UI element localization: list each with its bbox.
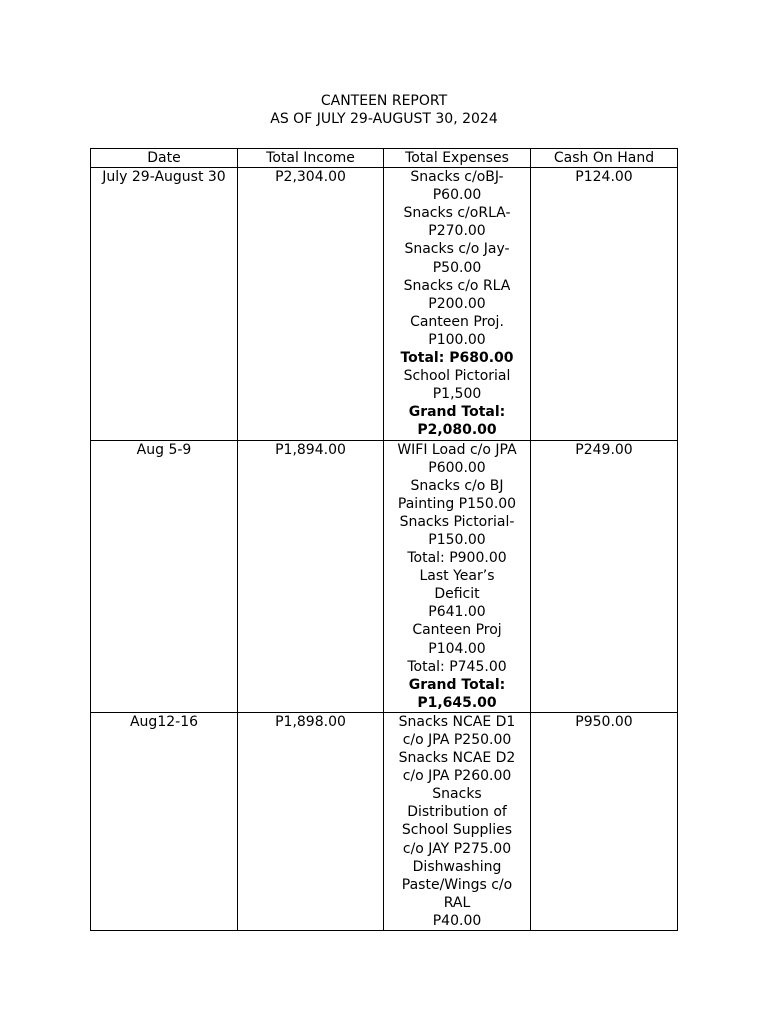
expense-line: Distribution of bbox=[407, 804, 507, 821]
expense-line: Last Year’s bbox=[419, 568, 495, 585]
table-row bbox=[91, 712, 678, 930]
expense-line: P60.00 bbox=[432, 187, 482, 204]
total-income-cell: P2,304.00 bbox=[238, 168, 384, 440]
expense-line: Canteen Proj bbox=[412, 622, 502, 639]
table-row bbox=[91, 168, 678, 440]
expense-line: P200.00 bbox=[428, 295, 486, 312]
expense-line: P40.00 bbox=[432, 912, 482, 929]
expense-subtotal: Total: P900.00 bbox=[407, 550, 507, 567]
total-income-cell: P1,894.00 bbox=[238, 440, 384, 712]
date-cell: Aug 5-9 bbox=[91, 440, 238, 712]
expense-line: Dishwashing bbox=[412, 858, 502, 875]
expense-line: c/o JPA P250.00 bbox=[402, 732, 512, 748]
grand-total-value: P1,645.00 bbox=[417, 694, 497, 711]
canteen-report-table bbox=[90, 148, 678, 931]
cash-on-hand-cell: P249.00 bbox=[531, 440, 678, 712]
report-title: CANTEEN REPORT bbox=[320, 93, 448, 109]
report-heading bbox=[0, 92, 768, 128]
expense-line: P150.00 bbox=[428, 531, 486, 548]
expense-line: P100.00 bbox=[428, 331, 486, 348]
expense-line: Deficit bbox=[434, 586, 480, 603]
expense-subtotal: Total: P745.00 bbox=[407, 658, 507, 675]
expense-line: c/o JAY P275.00 bbox=[402, 840, 512, 857]
expense-line: Snacks c/oBJ- bbox=[410, 169, 504, 186]
expense-line: RAL bbox=[443, 894, 471, 911]
cash-on-hand-cell: P124.00 bbox=[531, 168, 678, 440]
cash-on-hand-cell: P950.00 bbox=[531, 712, 678, 930]
expense-line: Snacks c/o Jay- bbox=[404, 241, 510, 258]
expense-line: Snacks c/o BJ bbox=[410, 477, 504, 494]
expense-line: WIFI Load c/o JPA bbox=[397, 441, 517, 458]
grand-total-label: Grand Total: bbox=[408, 676, 506, 693]
expense-line: Snacks c/oRLA- bbox=[403, 205, 511, 222]
expense-line: c/o JPA P260.00 bbox=[402, 768, 512, 785]
expense-line: Snacks bbox=[432, 786, 482, 803]
expense-subtotal: Total: P680.00 bbox=[400, 350, 514, 367]
table-row bbox=[91, 440, 678, 712]
expense-line: Painting P150.00 bbox=[397, 495, 517, 512]
date-cell: Aug12-16 bbox=[91, 712, 238, 930]
expense-line: P104.00 bbox=[428, 640, 486, 657]
report-subtitle: AS OF JULY 29-AUGUST 30, 2024 bbox=[270, 111, 498, 127]
table-header-row bbox=[91, 149, 678, 168]
expense-line: School Supplies bbox=[401, 822, 513, 839]
expense-line: Canteen Proj. bbox=[410, 313, 504, 330]
expense-line: Snacks NCAE D1 bbox=[398, 713, 516, 730]
expense-line: Snacks c/o RLA bbox=[403, 277, 511, 294]
expense-line: Snacks Pictorial- bbox=[399, 513, 515, 530]
expense-line: P600.00 bbox=[428, 459, 486, 476]
total-expenses-cell bbox=[384, 168, 531, 440]
date-cell: July 29-August 30 bbox=[91, 168, 238, 440]
total-expenses-cell bbox=[384, 712, 531, 930]
column-header-total-income: Total Income bbox=[238, 149, 384, 168]
column-header-total-expenses: Total Expenses bbox=[384, 149, 531, 168]
expense-line: P50.00 bbox=[432, 259, 482, 276]
column-header-cash-on-hand: Cash On Hand bbox=[531, 149, 678, 168]
expense-line: School Pictorial bbox=[403, 368, 511, 385]
expense-line: P1,500 bbox=[432, 386, 482, 403]
grand-total-value: P2,080.00 bbox=[417, 422, 497, 439]
column-header-date: Date bbox=[91, 149, 238, 168]
grand-total-label: Grand Total: bbox=[408, 404, 506, 421]
expense-line: P641.00 bbox=[428, 604, 486, 621]
expense-line: P270.00 bbox=[428, 223, 486, 240]
total-expenses-cell bbox=[384, 440, 531, 712]
expense-line: Paste/Wings c/o bbox=[401, 876, 513, 893]
expense-line: Snacks NCAE D2 bbox=[398, 750, 516, 767]
total-income-cell: P1,898.00 bbox=[238, 712, 384, 930]
